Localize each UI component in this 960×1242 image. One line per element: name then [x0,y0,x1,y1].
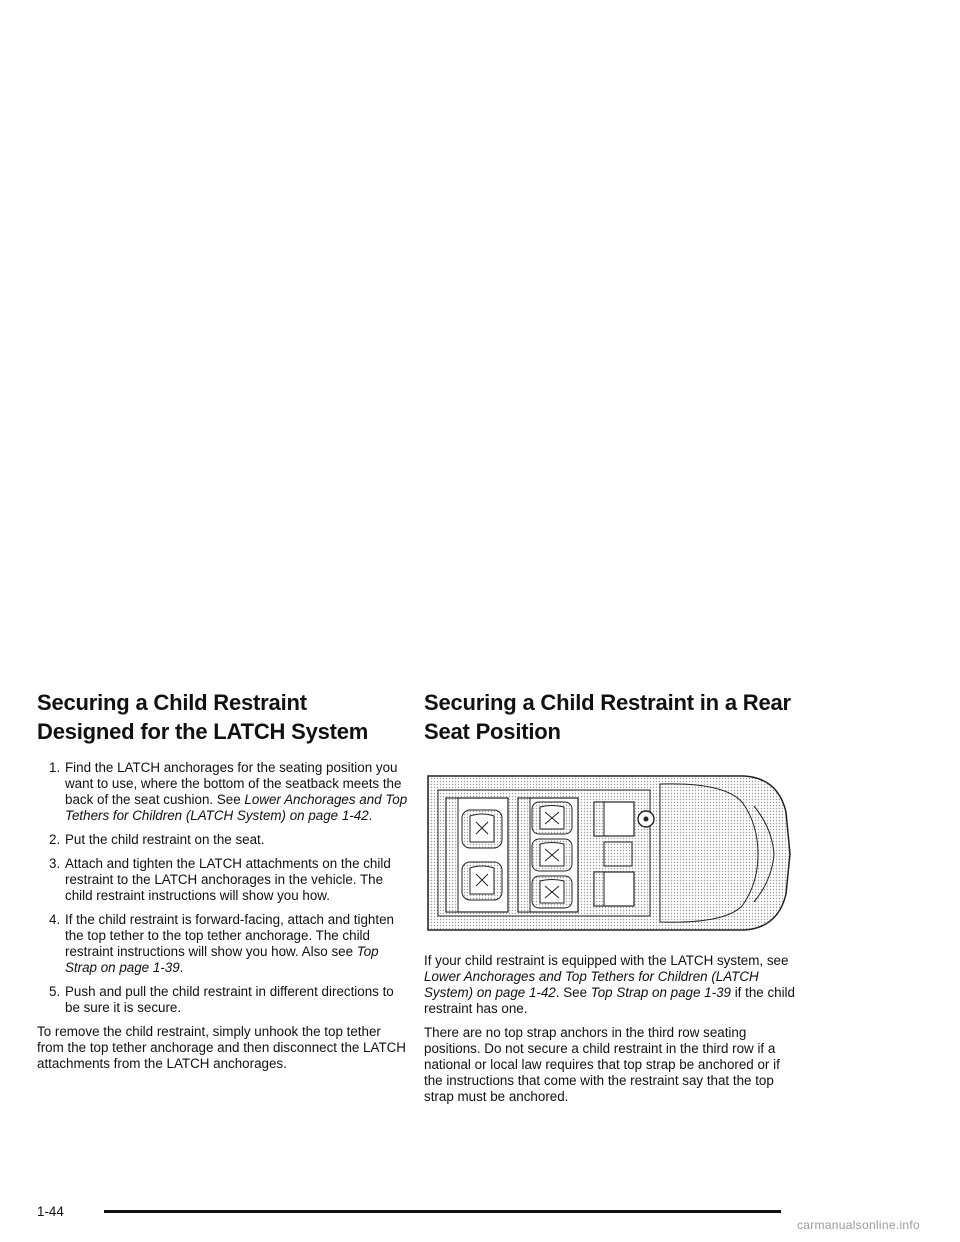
second-row-bench [518,798,578,912]
cross-reference[interactable]: Lower Anchorages and Top Tethers for Children (LATCH System) on page 1-42 [65,792,408,823]
footer-divider [104,1210,781,1213]
third-row-bench [446,798,508,912]
list-item: 4. If the child restraint is forward-facing, attach and tighten the top tether to the top tether anchorage. The child restraint instructions will show you how. Also see Top Strap on page 1-39. [49,912,394,975]
latch-reference-paragraph: If your child restraint is equipped with the LATCH system, see Lower Anchorages and Top Tethers for Children (LATCH System) on page 1-42. See Top Strap on page 1-39 if the child restraint has one. [424,953,795,1016]
child-seat-icon [532,839,572,871]
third-row-warning-paragraph: There are no top strap anchors in the third row seating positions. Do not secure a child restraint in the third row if a national or local law requires that top strap be anchored or if the instructions that come with the restraint say that the top strap must be anchored. [424,1025,780,1104]
right-column [424,688,796,1113]
page-number: 1-44 [37,1204,64,1219]
cross-reference[interactable]: Top Strap on page 1-39 [590,985,731,1000]
left-column [37,688,409,1080]
watermark: carmanualsonline.info [796,1218,920,1232]
list-item: 5. Push and pull the child restraint in different directions to be sure it is secure. [49,984,394,1015]
child-seat-icon [462,862,502,900]
list-item: 3. Attach and tighten the LATCH attachments on the child restraint to the LATCH anchorages in the vehicle. The child restraint instructions will show you how. [49,856,391,903]
cross-reference[interactable]: Lower Anchorages and Top Tethers for Children (LATCH System) on page 1-42 [424,969,759,1000]
cross-reference[interactable]: Top Strap on page 1-39 [65,944,379,975]
list-item: 2. Put the child restraint on the seat. [49,832,265,847]
child-seat-icon [532,802,572,834]
steps-list [37,760,409,1016]
section-heading-latch: Securing a Child Restraint Designed for the LATCH System [37,690,369,744]
child-seat-icon [532,876,572,908]
steering-wheel-icon [638,811,654,827]
list-item: 1. Find the LATCH anchorages for the seating position you want to use, where the bottom of the seatback meets the back of the seat cushion. See Lower Anchorages and Top Tethers for Children (LATCH System) on page 1-42. [49,760,408,823]
child-seat-icon [462,810,502,848]
vehicle-seating-diagram [424,762,796,942]
removal-paragraph: To remove the child restraint, simply unhook the top tether from the top tether anchorage and then disconnect the LATCH attachments from the LATCH anchorages. [37,1024,406,1071]
section-heading-rear-seat: Securing a Child Restraint in a Rear Seat Position [424,690,791,744]
